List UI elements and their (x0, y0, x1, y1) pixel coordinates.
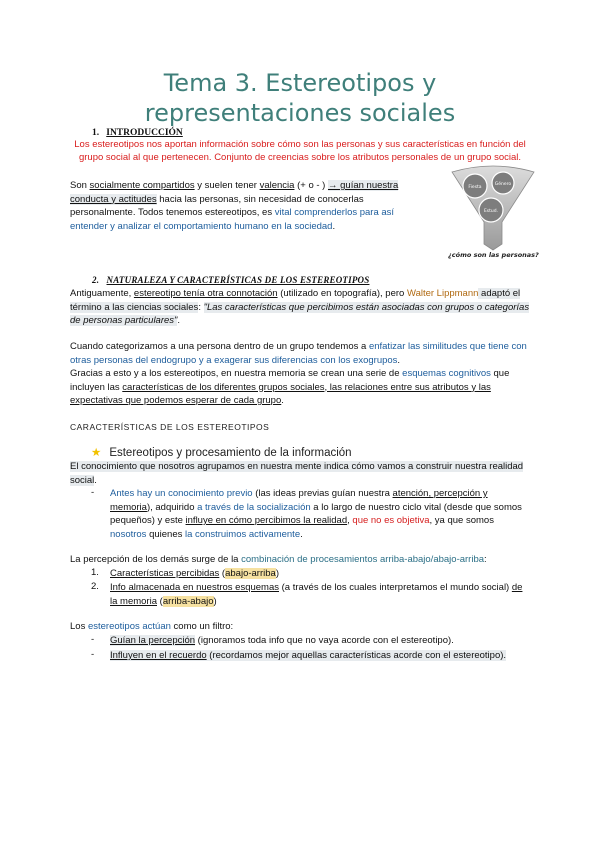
dash-bullet-1: - (91, 487, 95, 498)
dash-item-memory-influence: Influyen en el recuerdo (recordamos mejor aquellas características acorde con el estereotipo). (110, 650, 507, 661)
section1-paragraph: Son socialmente compartidos y suelen tener valencia (+ o - ) → guían nuestra conducta y actitudes hacia las personas, sin necesidad de conocerlas personalmente. Todos tenemos estereotipos, es vital comprenderlos para así entender y analizar el comportamiento humano en la sociedad. (70, 180, 399, 232)
dash-bullet-2: - (91, 634, 95, 645)
filter-paragraph: Los estereotipos actúan como un filtro: (70, 621, 234, 632)
dash-item-guide-perception: Guían la percepción (ignoramos toda info que no vaya acorde con el estereotipo). (110, 635, 454, 646)
funnel-label-bottom: Estud. (483, 209, 499, 214)
numbered-item-1: Características percibidas (abajo-arriba) (110, 568, 279, 579)
section1-definition: Los estereotipos nos aportan información sobre cómo son las personas y sus características en función del grupo social al que pertenecen. Conjunto de creencias sobre los atributos personales de un grupo social. (74, 139, 526, 163)
funnel-caption: ¿cómo son las personas? (448, 251, 539, 259)
processing-heading: ★ Estereotipos y procesamiento de la información (91, 447, 352, 459)
funnel-label-right: Género (494, 182, 512, 187)
section2-paragraph-1: Antiguamente, estereotipo tenía otra connotación (utilizado en topografía), pero Walter Lippmann adaptó el término a las ciencias sociales: "Las características que percibimos están asociadas con grupos o categorías de personas particulares". (70, 288, 530, 326)
dash-item-prior-knowledge: Antes hay un conocimiento previo (las ideas previas guían nuestra atención, percepción y memoria), adquirido a través de la socialización a lo largo de nuestro ciclo vital (desde que somos pequeños) y este influye en cómo percibimos la realidad, que no es objetiva, ya que somos nosotros quienes la construimos activamente. (110, 488, 522, 540)
perception-paragraph: La percepción de los demás surge de la combinación de procesamientos arriba-abajo/abajo-arriba: (70, 554, 487, 565)
funnel-label-left: Fiesta (468, 185, 482, 190)
characteristics-subheading: CARACTERÍSTICAS DE LOS ESTEREOTIPOS (70, 422, 270, 432)
section1-title: INTRODUCCIÓN (106, 128, 183, 138)
section2-paragraph-2: Cuando categorizamos a una persona dentro de un grupo tendemos a enfatizar las similitudes que tiene con otras personas del endogrupo y a exagerar sus diferencias con los exogrupos. Gracias a esto y a los estereotipos, en nuestra memoria se crean una serie de esquemas cognitivos que incluyen las características de los diferentes grupos sociales, las relaciones entre sus atributos y las expectativas que podemos esperar de cada grupo. (70, 341, 527, 406)
number-2: 2. (91, 581, 99, 592)
star-icon: ★ (91, 447, 102, 459)
section2-number: 2. (92, 275, 100, 285)
page-title: Tema 3. Estereotipos y representaciones sociales (144, 69, 456, 127)
processing-paragraph: El conocimiento que nosotros agrupamos en nuestra mente indica cómo vamos a construir nuestra realidad social. (70, 461, 524, 486)
dash-bullet-3: - (91, 649, 95, 660)
stereotype-funnel-diagram (448, 164, 538, 252)
section1-number: 1. (92, 128, 100, 138)
numbered-item-2: Info almacenada en nuestros esquemas (a través de los cuales interpretamos el mundo social) de la memoria (arriba-abajo) (110, 582, 523, 607)
section2-heading (92, 275, 369, 285)
section2-title: NATURALEZA Y CARACTERÍSTICAS DE LOS ESTEREOTIPOS (106, 275, 370, 285)
section1-heading (92, 128, 183, 138)
number-1: 1. (91, 567, 99, 578)
